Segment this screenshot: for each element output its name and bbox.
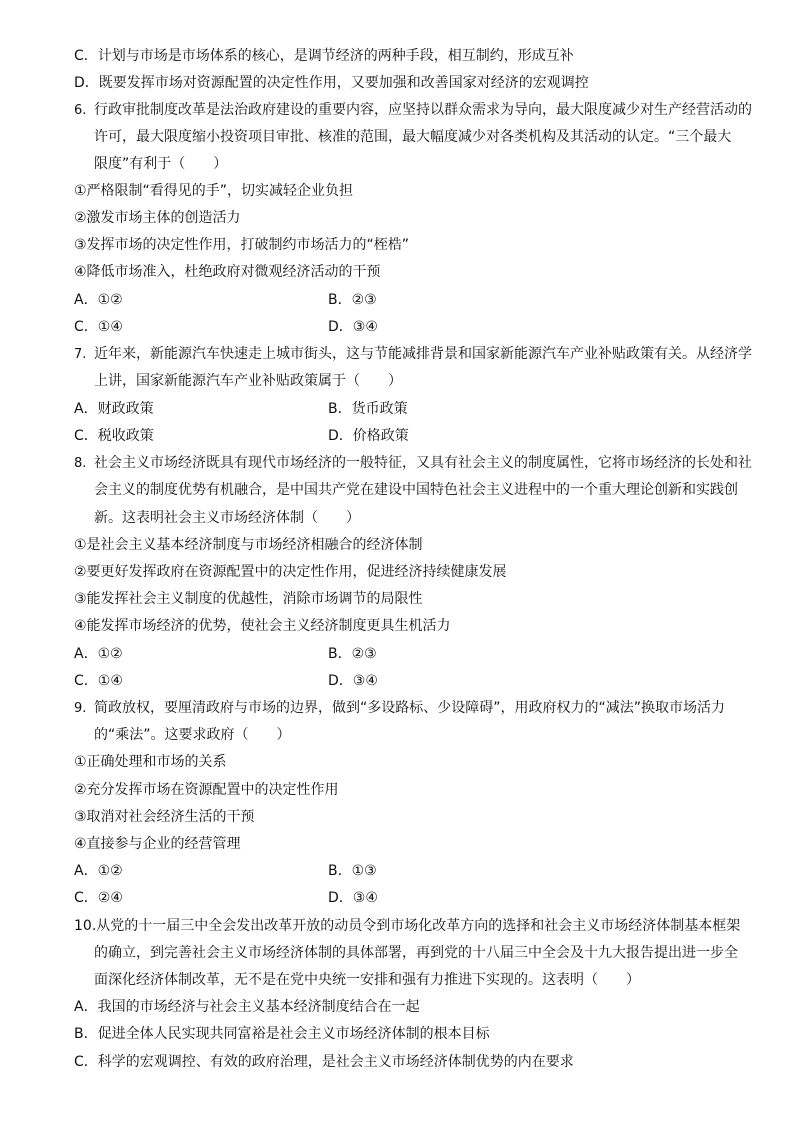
q7-stem-line-2: 上讲，国家新能源汽车产业补贴政策属于（ ） [94,373,402,389]
q7-option-a: A．财政政策 [74,401,154,417]
q6-option-d: D．③④ [328,319,378,335]
q9-stem-line-2: 的“乘法”。这要求政府（ ） [94,727,291,743]
q6-statement-1: ①严格限制“看得见的手”，切实减轻企业负担 [74,183,354,199]
q9-option-c: C．②④ [74,890,123,906]
q9-statement-2: ②充分发挥市场在资源配置中的决定性作用 [74,782,339,798]
q10-stem-line-2: 的确立，到完善社会主义市场经济体制的具体部署，再到党的十八届三中全会及十九大报告提出进一步全 [94,945,738,961]
q6-statement-2: ②激发市场主体的创造活力 [74,210,241,226]
q6-stem-line-2: 许可，最大限度缩小投资项目审批、核准的范围，最大幅度减少对各类机构及其活动的认定。“三个最大 [94,129,732,145]
q8-number: 8. [74,456,87,471]
q9-stem-line-1 [74,698,754,719]
q10-option-a: A．我国的市场经济与社会主义基本经济制度结合在一起 [74,999,420,1015]
q10-stem-line-3: 面深化经济体制改革，无不是在党中央统一安排和强有力推进下实现的。这表明（ ） [94,972,640,988]
q6-option-c: C．①④ [74,319,123,335]
q6-number: 6. [74,103,87,118]
q9-number: 9. [74,701,87,716]
q8-statement-2: ②要更好发挥政府在资源配置中的决定性作用，促进经济持续健康发展 [74,564,507,580]
q7-option-c: C．税收政策 [74,428,154,444]
q5-option-d: D．既要发挥市场对资源配置的决定性作用，又要加强和改善国家对经济的宏观调控 [74,75,589,91]
q6-option-b: B．②③ [328,292,377,308]
q8-option-c: C．①④ [74,673,123,689]
q7-option-d: D．价格政策 [328,428,409,444]
q9-option-b: B．①③ [328,863,377,879]
q9-stem-text-1: 简政放权，要厘清政府与市场的边界，做到“多设路标、少设障碍”，用政府权力的“减法”换取市场活力 [94,700,726,716]
q8-statement-3: ③能发挥社会主义制度的优越性，消除市场调节的局限性 [74,591,423,607]
q6-stem-line-3: 限度”有利于（ ） [94,156,228,172]
q8-stem-line-2: 会主义的制度优势有机融合，是中国共产党在建设中国特色社会主义进程中的一个重大理论创新和实践创 [94,482,738,498]
q9-statement-3: ③取消对社会经济生活的干预 [74,809,255,825]
q7-number: 7. [74,347,87,362]
q8-statement-1: ①是社会主义基本经济制度与市场经济相融合的经济体制 [74,537,423,553]
q7-stem-line-1 [74,344,754,365]
q6-stem-text-1: 行政审批制度改革是法治政府建设的重要内容，应坚持以群众需求为导向，最大限度减少对生产经营活动的 [94,102,752,118]
q6-stem-line-1 [74,100,754,121]
q8-stem-line-3: 新。这表明社会主义市场经济体制（ ） [94,510,360,526]
q8-option-a: A．①② [74,646,123,662]
q8-statement-4: ④能发挥市场经济的优势，使社会主义经济制度更具生机活力 [74,618,451,634]
q10-option-c: C．科学的宏观调控、有效的政府治理，是社会主义市场经济体制优势的内在要求 [74,1054,574,1070]
q6-statement-4: ④降低市场准入，杜绝政府对微观经济活动的干预 [74,264,381,280]
q8-stem-line-1 [74,453,754,474]
q10-option-b: B．促进全体人民实现共同富裕是社会主义市场经济体制的根本目标 [74,1026,490,1042]
q9-statement-4: ④直接参与企业的经营管理 [74,836,241,852]
q8-option-d: D．③④ [328,673,378,689]
q8-option-b: B．②③ [328,646,377,662]
q5-option-c: C．计划与市场是市场体系的核心，是调节经济的两种手段，相互制约，形成互补 [74,48,574,64]
q7-option-b: B．货币政策 [328,401,408,417]
q6-statement-3: ③发挥市场的决定性作用，打破制约市场活力的“桎梏” [74,237,410,253]
q9-statement-1: ①正确处理和市场的关系 [74,754,227,770]
q7-stem-text-1: 近年来，新能源汽车快速走上城市街头，这与节能减排背景和国家新能源汽车产业补贴政策有关。从经济学 [94,346,752,362]
q10-stem-line-1: 10.从党的十一届三中全会发出改革开放的动员令到市场化改革方向的选择和社会主义市场经济体制基本框架 [74,918,741,934]
q9-option-a: A．①② [74,863,123,879]
q6-option-a: A．①② [74,292,123,308]
q9-option-d: D．③④ [328,890,378,906]
q8-stem-text-1: 社会主义市场经济既具有现代市场经济的一般特征，又具有社会主义的制度属性，它将市场经济的长处和社 [94,455,752,471]
